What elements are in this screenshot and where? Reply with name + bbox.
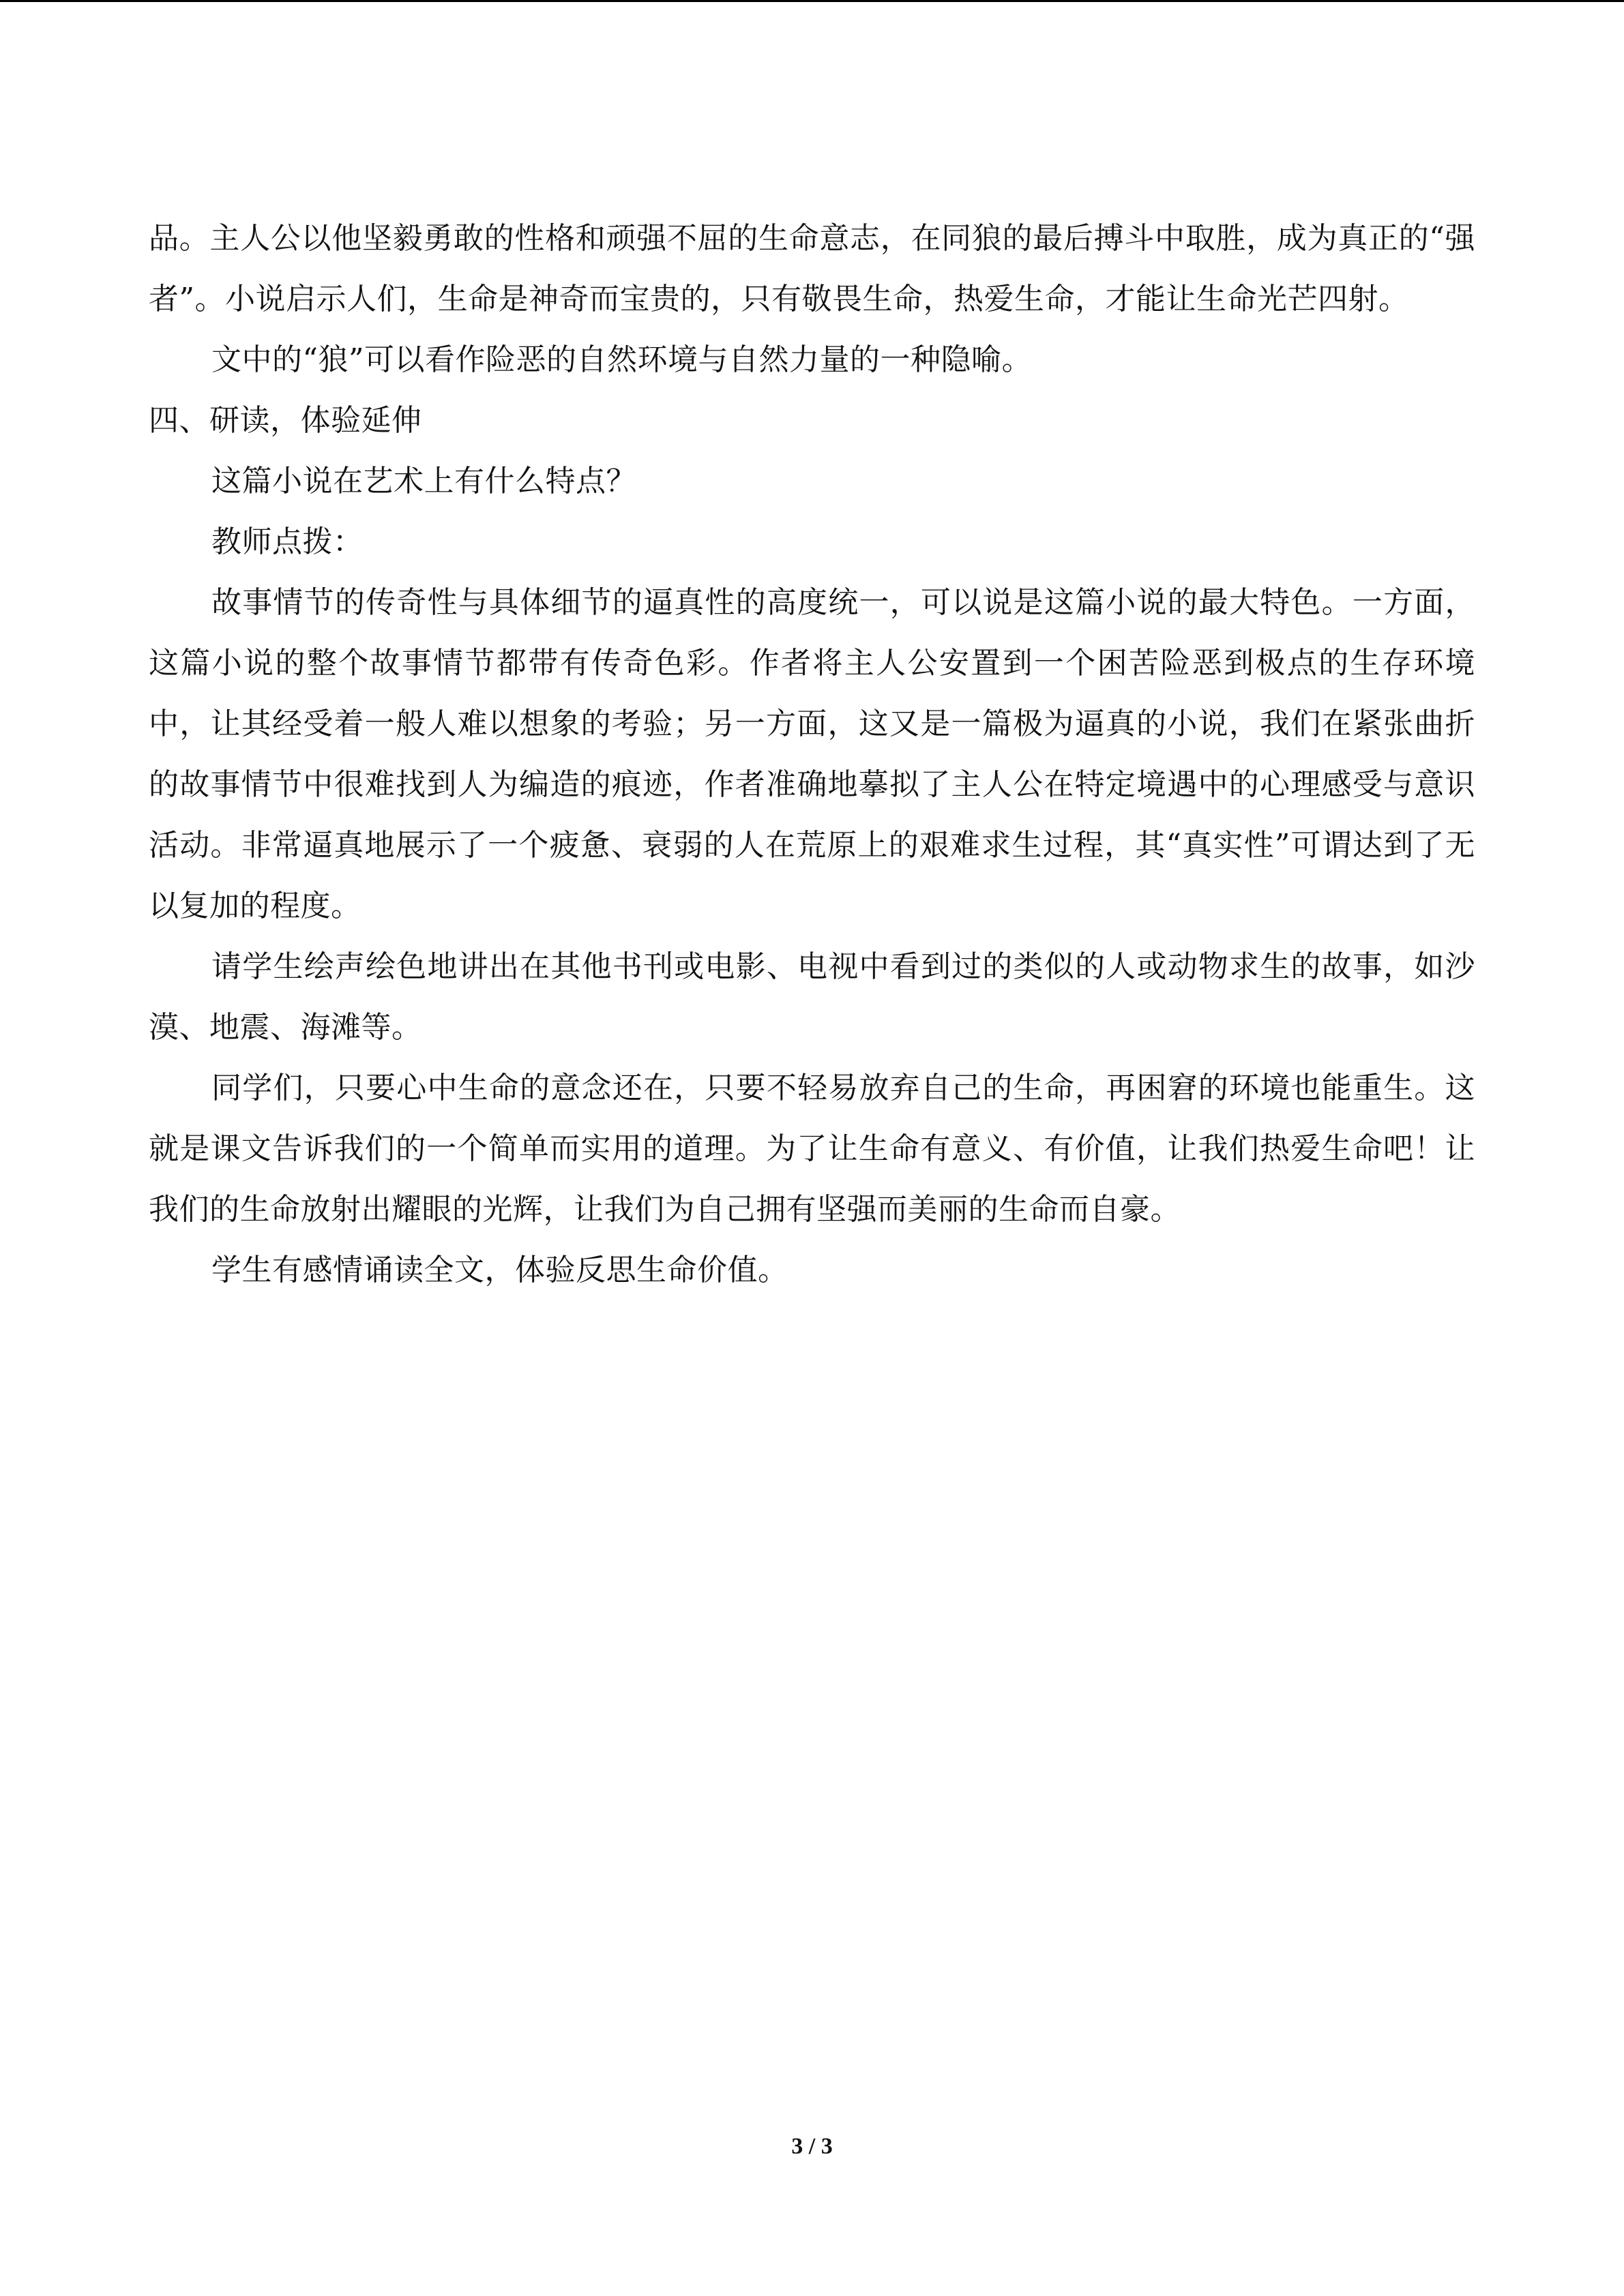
paragraph-conclusion: 同学们，只要心中生命的意念还在，只要不轻易放弃自己的生命，再困窘的环境也能重生。这就是课文告诉我们的一个简单而实用的道理。为了让生命有意义、有价值，让我们热爱生命吧！让我们的生命放射出耀眼的光辉，让我们为自己拥有坚强而美丽的生命而自豪。 — [149, 1071, 1475, 1227]
top-border-line — [0, 0, 1624, 2]
paragraph-art-features: 故事情节的传奇性与具体细节的逼真性的高度统一，可以说是这篇小说的最大特色。一方面，这篇小说的整个故事情节都带有传奇色彩。作者将主人公安置到一个困苦险恶到极点的生存环境中，让其经受着一般人难以想象的考验；另一方面，这又是一篇极为逼真的小说，我们在紧张曲折的故事情节中很难找到人为编造的痕迹，作者准确地摹拟了主人公在特定境遇中的心理感受与意识活动。非常逼真地展示了一个疲惫、衰弱的人在荒原上的艰难求生过程，其“真实性”可谓达到了无以复加的程度。 — [149, 585, 1476, 923]
section-heading-4: 四、研读，体验延伸 — [149, 403, 422, 438]
paragraph-question: 这篇小说在艺术上有什么特点？ — [211, 464, 636, 498]
paragraph-wolf-metaphor: 文中的“狼”可以看作险恶的自然环境与自然力量的一种隐喻。 — [211, 342, 1032, 377]
paragraph-reading-activity: 学生有感情诵读全文，体验反思生命价值。 — [211, 1253, 788, 1287]
page-number: 3 / 3 — [791, 2134, 833, 2159]
document-body — [149, 208, 1475, 1300]
paragraph-student-stories: 请学生绘声绘色地讲出在其他书刊或电影、电视中看到过的类似的人或动物求生的故事，如沙漠、地震、海滩等。 — [149, 949, 1475, 1045]
paragraph-continuation: 品。主人公以他坚毅勇敢的性格和顽强不屈的生命意志，在同狼的最后搏斗中取胜，成为真正的“强者”。小说启示人们，生命是神奇而宝贵的，只有敬畏生命，热爱生命，才能让生命光芒四射。 — [149, 221, 1475, 316]
paragraph-teacher-guidance-label: 教师点拨： — [211, 524, 364, 559]
